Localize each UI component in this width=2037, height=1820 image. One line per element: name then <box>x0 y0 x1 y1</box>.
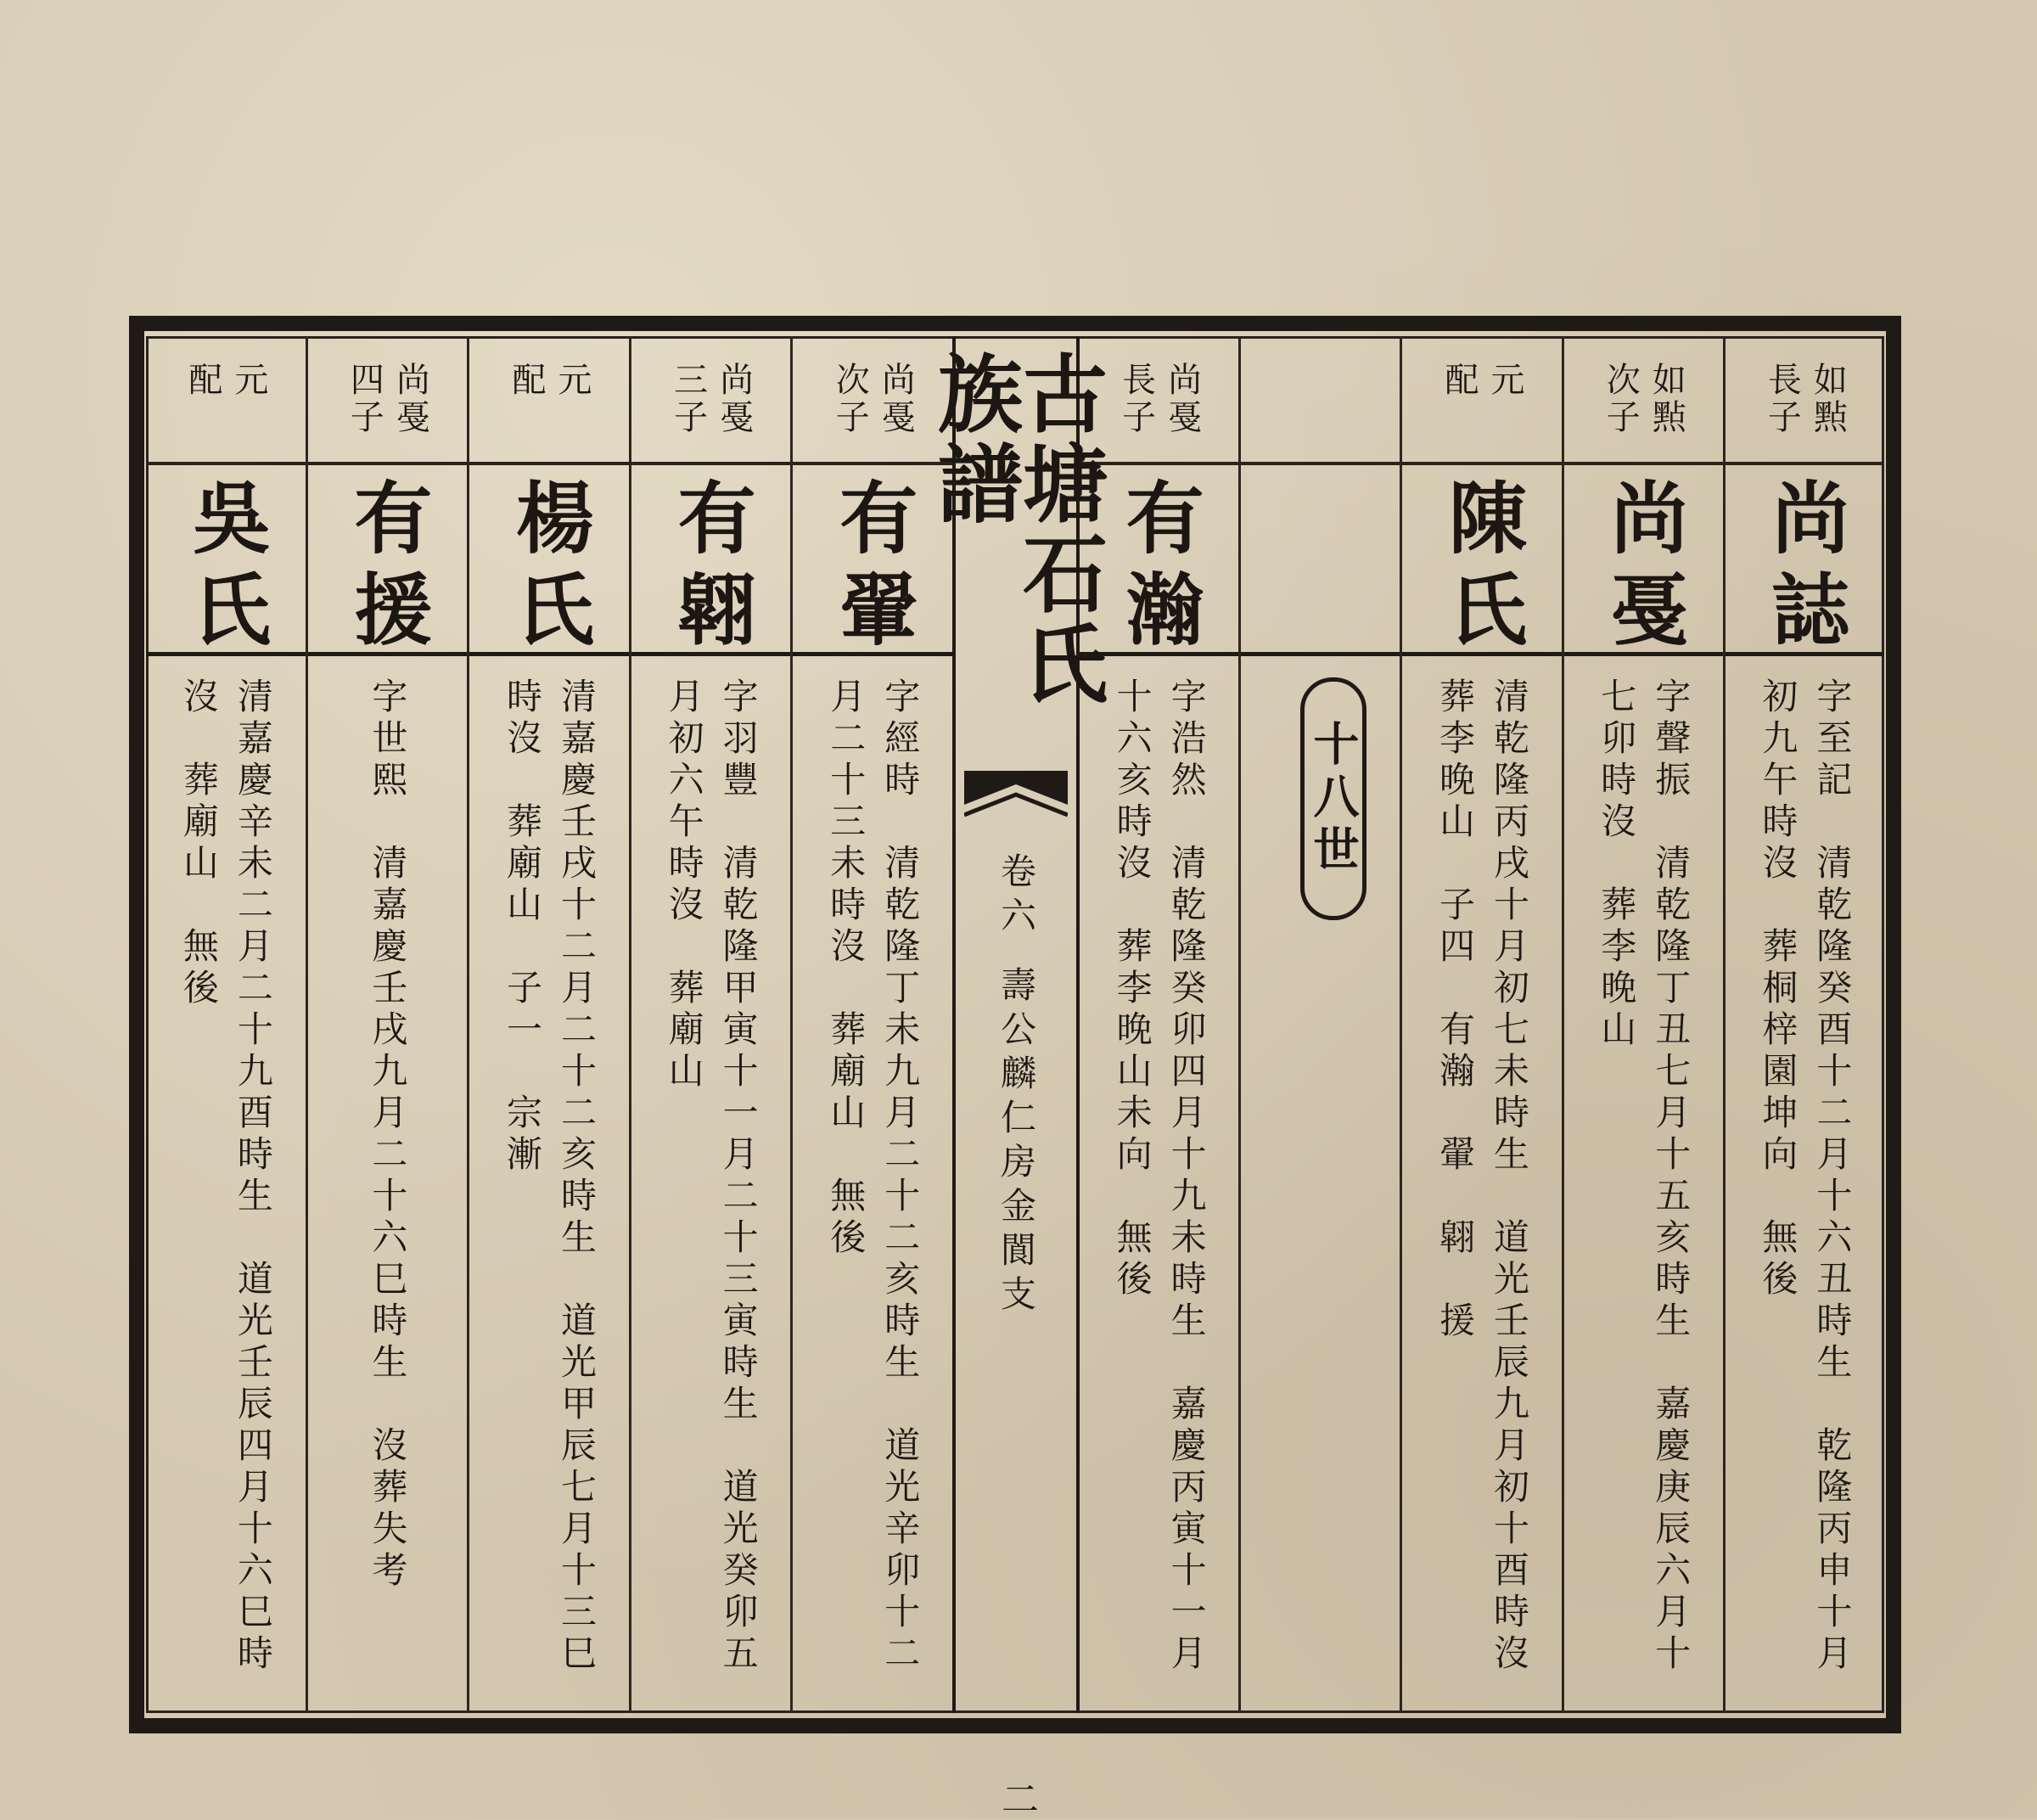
relation-kin: 配 <box>182 362 222 399</box>
page-number: 二 <box>995 1779 1038 1820</box>
relation-parent: 尚戞 <box>390 362 430 436</box>
relation-kin: 三子 <box>668 362 708 436</box>
generation-label: 十八世 <box>1300 677 1366 920</box>
relation-kin: 配 <box>1439 362 1479 399</box>
biography-line: 清嘉慶壬戌十二月二十二亥時生 道光甲辰七月十三巳 <box>556 677 598 1676</box>
biography-line: 七卯時沒 葬李晚山 <box>1596 677 1638 1052</box>
biography-line: 字世熙 清嘉慶壬戌九月二十六巳時生 沒葬失考 <box>367 677 409 1592</box>
book-title: 古塘石氏族譜 <box>923 350 1108 710</box>
relation-kin: 配 <box>507 362 547 399</box>
person-name: 陳氏 <box>1435 477 1528 660</box>
entry-column <box>629 336 791 1713</box>
biography-line: 字羽豐 清乾隆甲寅十一月二十三寅時生 道光癸卯五 <box>717 677 760 1676</box>
relation-title: 元 <box>1484 362 1524 399</box>
right-page <box>1080 336 1884 1713</box>
entry-column <box>306 336 468 1713</box>
biography-line: 清嘉慶辛未二月二十九酉時生 道光壬辰四月十六巳時 <box>232 677 274 1676</box>
relation-parent: 如㸃 <box>1808 362 1848 436</box>
biography-line: 月初六午時沒 葬廟山 <box>663 677 705 1093</box>
relation-note <box>1564 362 1723 462</box>
relation-kin: 長子 <box>1762 362 1802 436</box>
relation-note <box>1726 362 1884 462</box>
relation-title: 元 <box>228 362 268 399</box>
fishtail-mark <box>964 771 1068 830</box>
person-name: 尚戞 <box>1597 477 1690 660</box>
relation-kin: 長子 <box>1116 362 1156 436</box>
relation-note <box>469 362 629 462</box>
book-spine <box>923 336 1108 1820</box>
relation-note <box>146 362 306 462</box>
entry-column <box>1400 336 1561 1713</box>
entry-column <box>1723 336 1884 1713</box>
relation-kin: 次子 <box>1601 362 1641 436</box>
person-name: 尚誌 <box>1759 477 1851 660</box>
biography-line: 十六亥時沒 葬李晚山未向 無後 <box>1111 677 1153 1301</box>
biography-line: 字至記 清乾隆癸酉十二月十六丑時生 乾隆丙申十月 <box>1811 677 1854 1676</box>
person-name: 有翬 <box>827 477 919 660</box>
relation-parent: 尚戞 <box>714 362 754 436</box>
entry-column <box>1562 336 1723 1713</box>
relation-parent: 尚戞 <box>1162 362 1202 436</box>
biography-line: 葬李晚山 子四 有瀚 翬 翶 援 <box>1434 677 1476 1343</box>
person-name: 吳氏 <box>179 477 272 660</box>
biography-line: 沒 葬廟山 無後 <box>177 677 220 1010</box>
empty-column <box>1238 336 1400 1713</box>
person-name: 有瀚 <box>1113 477 1205 660</box>
relation-note <box>631 362 791 462</box>
person-name: 有援 <box>341 477 434 660</box>
entry-column <box>146 336 306 1713</box>
entry-column <box>790 336 952 1713</box>
relation-title: 元 <box>553 362 592 399</box>
biography-line: 字浩然 清乾隆癸卯四月十九未時生 嘉慶丙寅十一月 <box>1165 677 1208 1676</box>
biography-line: 初九午時沒 葬桐梓園坤向 無後 <box>1757 677 1799 1301</box>
biography-line: 字聲振 清乾隆丁丑七月十五亥時生 嘉慶庚辰六月十 <box>1650 677 1692 1676</box>
left-page <box>146 336 952 1713</box>
relation-kin: 四子 <box>345 362 384 436</box>
volume-label: 卷六 <box>996 852 1037 941</box>
biography-line: 月二十三未時沒 葬廟山 無後 <box>825 677 867 1260</box>
person-name: 有翶 <box>665 477 757 660</box>
person-name: 楊氏 <box>503 477 596 660</box>
relation-parent: 如㸃 <box>1647 362 1686 436</box>
biography-line: 清乾隆丙戌十月初七未時生 道光壬辰九月初十酉時沒 <box>1488 677 1530 1676</box>
branch-label: 壽公麟仁房金閬支 <box>996 966 1037 1319</box>
relation-note <box>793 362 952 462</box>
relation-kin: 次子 <box>830 362 870 436</box>
relation-parent: 尚戞 <box>876 362 916 436</box>
relation-note <box>308 362 468 462</box>
relation-note <box>1402 362 1561 462</box>
biography-line: 字經時 清乾隆丁未九月二十二亥時生 道光辛卯十二 <box>879 677 922 1676</box>
biography-line: 時沒 葬廟山 子一 宗漸 <box>502 677 544 1177</box>
entry-column <box>467 336 629 1713</box>
